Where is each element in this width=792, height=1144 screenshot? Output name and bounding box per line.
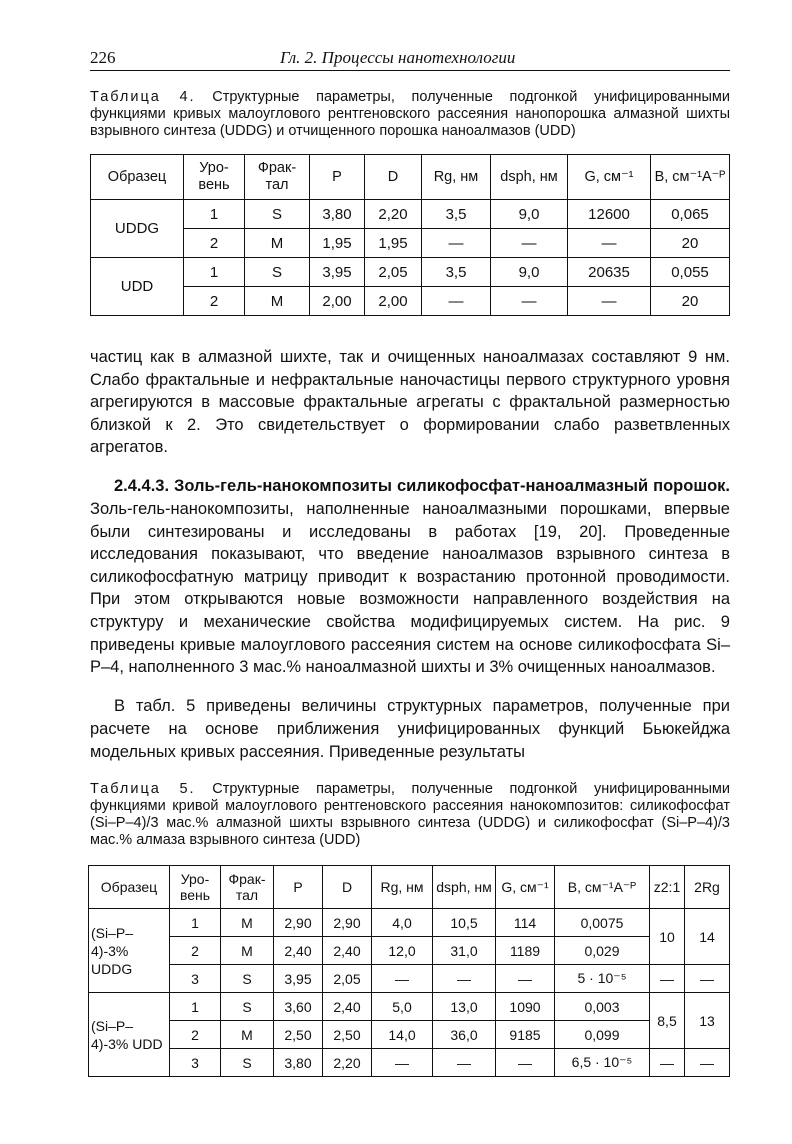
table4-header: P bbox=[310, 155, 365, 200]
table5-header: P bbox=[274, 866, 323, 909]
table-cell: — bbox=[568, 287, 651, 316]
table-cell: — bbox=[433, 965, 496, 993]
table-cell: 2 bbox=[170, 1021, 221, 1049]
table-cell: 2,90 bbox=[323, 909, 372, 937]
table-row bbox=[91, 258, 730, 287]
table-cell: S bbox=[221, 965, 274, 993]
table-cell: 0,003 bbox=[555, 993, 650, 1021]
paragraph-3: В табл. 5 приведены величины структурных параметров, полученные при расчете на основе приближения унифицированных функций Бьюкейджа модельных кривых рассеяния. Приведенные результаты bbox=[90, 697, 730, 761]
table-cell: 2,40 bbox=[274, 937, 323, 965]
table5-caption-label: Таблица 5. bbox=[90, 781, 196, 798]
table5-caption-text: Структурные параметры, полученные подгонкой унифицированными функциями кривой малоуглового рентгеновского рассеяния нанокомпозитов: силикофосфат (Si–P–4)/3 мас.% алмазной шихты взрывного синтеза (UDDG) и силикофосфат (Si–P–4)/3 мас.% алмаза взрывного синтеза (UDD) bbox=[90, 781, 730, 849]
table-cell: 2,00 bbox=[365, 287, 422, 316]
table5-header: D bbox=[323, 866, 372, 909]
table-cell: S bbox=[245, 200, 310, 229]
table-cell: 2,90 bbox=[274, 909, 323, 937]
table4-header: dsph, нм bbox=[491, 155, 568, 200]
table5-header: 2Rg bbox=[685, 866, 730, 909]
table-cell: 2,00 bbox=[310, 287, 365, 316]
table-cell: M bbox=[221, 937, 274, 965]
table-cell: 3 bbox=[170, 965, 221, 993]
table-cell: 12,0 bbox=[372, 937, 433, 965]
table5-header: z2:1 bbox=[650, 866, 685, 909]
table-cell: — bbox=[422, 229, 491, 258]
table-cell: 2 bbox=[170, 937, 221, 965]
table-cell: M bbox=[245, 287, 310, 316]
table-cell: 0,065 bbox=[651, 200, 730, 229]
table-cell: 1 bbox=[170, 993, 221, 1021]
table-cell: — bbox=[422, 287, 491, 316]
table-cell: — bbox=[650, 965, 685, 993]
table4-sample: UDD bbox=[91, 258, 184, 316]
table-cell: 1090 bbox=[496, 993, 555, 1021]
table-row bbox=[89, 909, 730, 937]
table-cell: 8,5 bbox=[650, 993, 685, 1049]
table-cell: 114 bbox=[496, 909, 555, 937]
table-cell: 36,0 bbox=[433, 1021, 496, 1049]
table-cell: 20635 bbox=[568, 258, 651, 287]
table5-header: Фрак-тал bbox=[221, 866, 274, 909]
table5-sample: (Si–P–4)-3% UDDG bbox=[89, 909, 170, 993]
table-cell: 31,0 bbox=[433, 937, 496, 965]
page-header bbox=[90, 48, 730, 71]
table-cell: 3,60 bbox=[274, 993, 323, 1021]
table-cell: 2 bbox=[184, 287, 245, 316]
table-row bbox=[91, 287, 730, 316]
table-cell: 14 bbox=[685, 909, 730, 965]
table-cell: S bbox=[221, 1049, 274, 1077]
table-cell: — bbox=[372, 965, 433, 993]
table-row bbox=[89, 1049, 730, 1077]
table-cell: 12600 bbox=[568, 200, 651, 229]
table-cell: — bbox=[372, 1049, 433, 1077]
table-cell: 3,80 bbox=[310, 200, 365, 229]
table-cell: 1 bbox=[170, 909, 221, 937]
table-cell: 13 bbox=[685, 993, 730, 1049]
table-cell: S bbox=[245, 258, 310, 287]
table-cell: M bbox=[221, 909, 274, 937]
table-cell: 3,5 bbox=[422, 258, 491, 287]
table-cell: 2,40 bbox=[323, 993, 372, 1021]
table4-header: Уро-вень bbox=[184, 155, 245, 200]
table-cell: 1189 bbox=[496, 937, 555, 965]
table-cell: 9185 bbox=[496, 1021, 555, 1049]
table-cell: 3,95 bbox=[310, 258, 365, 287]
table-cell: 1 bbox=[184, 258, 245, 287]
table4 bbox=[90, 154, 730, 316]
table-cell: — bbox=[685, 1049, 730, 1077]
table-cell: 1,95 bbox=[310, 229, 365, 258]
table-cell: 1,95 bbox=[365, 229, 422, 258]
table5-header: Rg, нм bbox=[372, 866, 433, 909]
table-row bbox=[89, 965, 730, 993]
running-title: Гл. 2. Процессы нанотехнологии bbox=[280, 48, 516, 67]
table-cell: 3,80 bbox=[274, 1049, 323, 1077]
table-cell: 5 · 10⁻⁵ bbox=[555, 965, 650, 993]
table-cell: M bbox=[221, 1021, 274, 1049]
table5-sample: (Si–P–4)-3% UDD bbox=[89, 993, 170, 1077]
table4-caption-label: Таблица 4. bbox=[90, 89, 196, 105]
table-cell: 20 bbox=[651, 229, 730, 258]
table-row bbox=[89, 937, 730, 965]
table5-header: dsph, нм bbox=[433, 866, 496, 909]
table-cell: — bbox=[491, 229, 568, 258]
table-cell: 0,029 bbox=[555, 937, 650, 965]
table-cell: 2,40 bbox=[323, 937, 372, 965]
table-row bbox=[89, 1021, 730, 1049]
table5-header-row bbox=[89, 866, 730, 909]
table-cell: 9,0 bbox=[491, 200, 568, 229]
paragraph-2-text: Золь-гель-нанокомпозиты, наполненные наноалмазными порошками, впервые были синтезированы и исследованы в работах [19, 20]. Проведенные исследования показывают, что введение наноалмазов взрывного синтеза в силикофосфатную матрицу приводит к возрастанию протонной проводимости. При этом открываются новые возможности направленного воздействия на структуру и механические свойства модифицируемых систем. На рис. 9 приведены кривые малоуглового рассеяния систем на основе силикофосфата Si–P–4, наполненного 3 мас.% наноалмазной шихты и 3% очищенных наноалмазов. bbox=[90, 500, 730, 677]
table-cell: 0,099 bbox=[555, 1021, 650, 1049]
table-cell: 9,0 bbox=[491, 258, 568, 287]
table-cell: — bbox=[433, 1049, 496, 1077]
table-cell: 4,0 bbox=[372, 909, 433, 937]
paragraph-1: частиц как в алмазной шихте, так и очищенных наноалмазах составляют 9 нм. Слабо фрактальные и нефрактальные наночастицы первого структурного уровня агрегируются в массовые фрактальные агрегаты с фрактальной размерностью близкой к 2. Это свидетельствует о формировании слабо разветвленных агрегатов. bbox=[90, 348, 730, 457]
table4-header: D bbox=[365, 155, 422, 200]
table-cell: — bbox=[496, 1049, 555, 1077]
table5-header: B, см⁻¹А⁻ᴾ bbox=[555, 866, 650, 909]
table-row bbox=[89, 993, 730, 1021]
table-cell: 5,0 bbox=[372, 993, 433, 1021]
table-cell: 2,20 bbox=[323, 1049, 372, 1077]
table4-header: B, см⁻¹А⁻ᴾ bbox=[651, 155, 730, 200]
table-cell: 2,05 bbox=[323, 965, 372, 993]
table4-header: G, см⁻¹ bbox=[568, 155, 651, 200]
page bbox=[90, 48, 730, 1077]
table-cell: 14,0 bbox=[372, 1021, 433, 1049]
table4-caption-text: Структурные параметры, полученные подгонкой унифицированными функциями кривых малоуглового рентгеновского рассеяния нанопорошка алмазной шихты взрывного синтеза (UDDG) и отчищенного порошка наноалмазов (UDD) bbox=[90, 89, 730, 139]
table5 bbox=[88, 865, 730, 1077]
table-cell: 10,5 bbox=[433, 909, 496, 937]
table-cell: 2,20 bbox=[365, 200, 422, 229]
table-cell: 3 bbox=[170, 1049, 221, 1077]
table-cell: — bbox=[496, 965, 555, 993]
table-cell: 2,50 bbox=[274, 1021, 323, 1049]
table-cell: 2 bbox=[184, 229, 245, 258]
table-cell: 20 bbox=[651, 287, 730, 316]
table-cell: 3,5 bbox=[422, 200, 491, 229]
table-cell: 2,05 bbox=[365, 258, 422, 287]
table5-header: Образец bbox=[89, 866, 170, 909]
table-cell: 0,055 bbox=[651, 258, 730, 287]
table5-header: Уро-вень bbox=[170, 866, 221, 909]
table-cell: 6,5 · 10⁻⁵ bbox=[555, 1049, 650, 1077]
table-cell: — bbox=[491, 287, 568, 316]
table-cell: — bbox=[650, 1049, 685, 1077]
table4-sample: UDDG bbox=[91, 200, 184, 258]
table-cell: — bbox=[568, 229, 651, 258]
table-cell: 1 bbox=[184, 200, 245, 229]
page-number: 226 bbox=[90, 48, 116, 67]
section-heading: 2.4.4.3. Золь-гель-нанокомпозиты силикофосфат-наноалмазный порошок. bbox=[114, 477, 730, 496]
table-cell: S bbox=[221, 993, 274, 1021]
table4-caption bbox=[90, 89, 730, 140]
table-cell: 13,0 bbox=[433, 993, 496, 1021]
table-row bbox=[91, 200, 730, 229]
paragraph-2 bbox=[90, 475, 730, 678]
table-row bbox=[91, 229, 730, 258]
table-cell: M bbox=[245, 229, 310, 258]
table5-header: G, см⁻¹ bbox=[496, 866, 555, 909]
table-cell: — bbox=[685, 965, 730, 993]
table-cell: 0,0075 bbox=[555, 909, 650, 937]
table4-header: Образец bbox=[91, 155, 184, 200]
table4-header-row bbox=[91, 155, 730, 200]
table4-header: Rg, нм bbox=[422, 155, 491, 200]
table5-caption bbox=[90, 781, 730, 849]
table-cell: 2,50 bbox=[323, 1021, 372, 1049]
table-cell: 10 bbox=[650, 909, 685, 965]
table-cell: 3,95 bbox=[274, 965, 323, 993]
table4-header: Фрак-тал bbox=[245, 155, 310, 200]
